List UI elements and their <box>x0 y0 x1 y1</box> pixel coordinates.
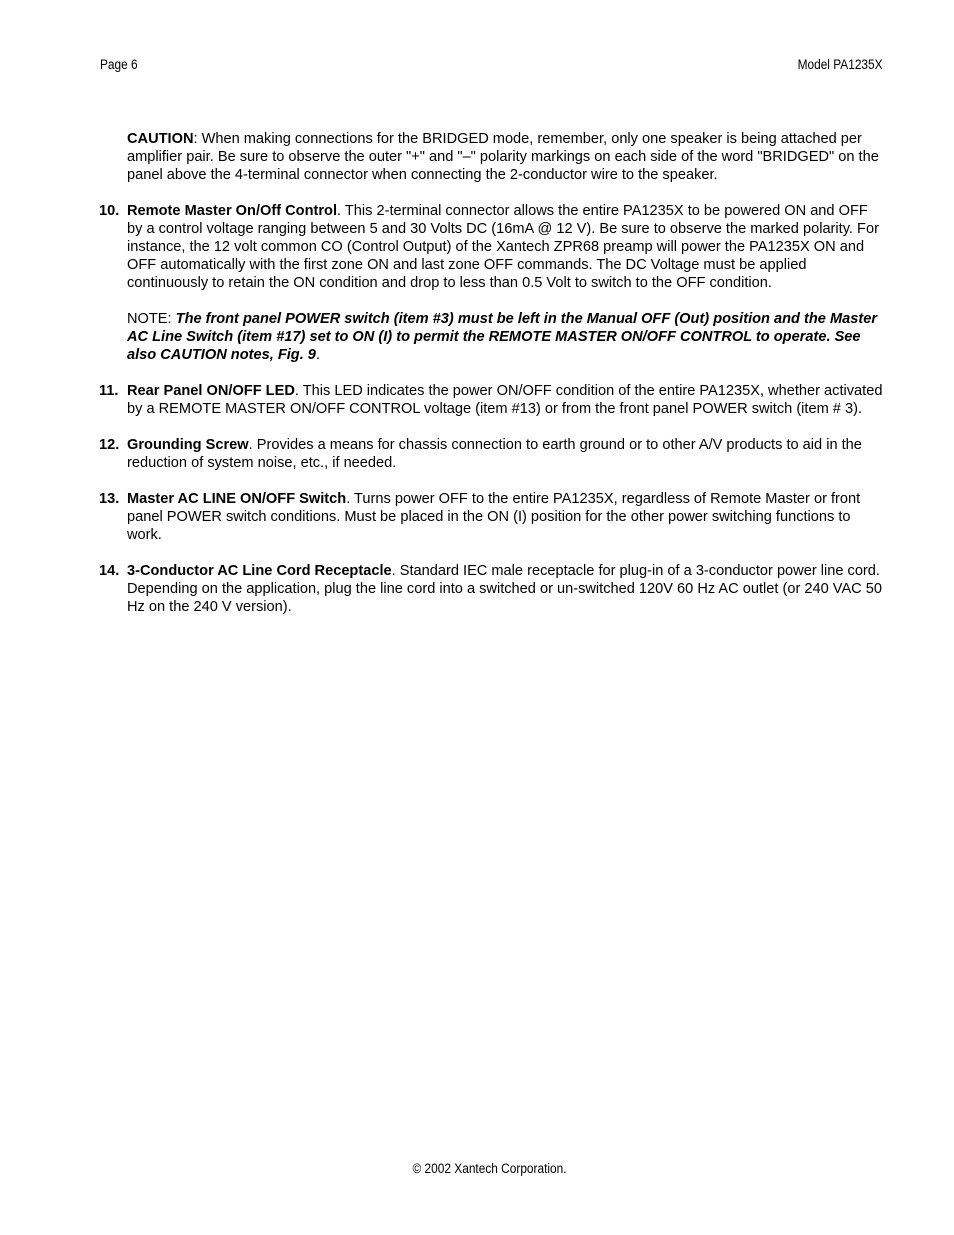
item-body <box>127 382 885 418</box>
caution-text: : When making connections for the BRIDGED mode, remember, only one speaker is being attached per amplifier pair. Be sure to observe the outer "+" and "–" polarity markings on each side of the word "BRIDGED" on the panel above the 4-terminal connector when connecting the 2-conductor wire to the speaker. <box>127 131 879 183</box>
item-number: 12. <box>99 437 120 453</box>
item-text: . Provides a means for chassis connection to earth ground or to other A/V products to aid in the reduction of system noise, etc., if needed. <box>127 437 862 471</box>
list-item-13 <box>99 490 885 544</box>
note-end: . <box>315 347 320 363</box>
caution-label: CAUTION <box>127 131 194 147</box>
item-body <box>127 490 885 544</box>
item-title: 3-Conductor AC Line Cord Receptacle <box>127 563 392 579</box>
page-footer <box>0 1161 954 1176</box>
list-item-12 <box>99 436 885 472</box>
item-body <box>127 436 885 472</box>
caution-paragraph <box>127 130 885 184</box>
note-text: The front panel POWER switch (item #3) must be left in the Manual OFF (Out) position and the Master AC Line Switch (item #17) set to ON (I) to permit the REMOTE MASTER ON/OFF CONTROL to operate. See also CAUTION notes, Fig. 9 <box>127 311 878 363</box>
item-number: 14. <box>99 563 120 579</box>
item-number: 11. <box>99 383 119 399</box>
item-body <box>127 562 885 616</box>
list-item-14 <box>99 562 885 616</box>
item-title: Rear Panel ON/OFF LED <box>127 383 295 399</box>
item-title: Master AC LINE ON/OFF Switch <box>127 491 347 507</box>
note-label: NOTE: <box>127 311 176 327</box>
list-item-11 <box>99 382 885 418</box>
item-number: 10. <box>99 203 120 219</box>
item-text: . This LED indicates the power ON/OFF condition of the entire PA1235X, whether activated by a REMOTE MASTER ON/OFF CONTROL voltage (item #13) or from the front panel POWER switch (item # 3). <box>127 383 883 417</box>
item-text: . Turns power OFF to the entire PA1235X, regardless of Remote Master or front panel POWER switch conditions. Must be placed in the ON (I) position for the other power switching functions to work. <box>127 491 861 543</box>
item-text: . Standard IEC male receptacle for plug-in of a 3-conductor power line cord. Depending on the application, plug the line cord into a switched or un-switched 120V 60 Hz AC outlet (or 240 VAC 50 Hz on the 240 V version). <box>127 563 883 615</box>
item-text: . This 2-terminal connector allows the entire PA1235X to be powered ON and OFF by a control voltage ranging between 5 and 30 Volts DC (16mA @ 12 V). Be sure to observe the marked polarity. For instance, the 12 volt common CO (Control Output) of the Xantech ZPR68 preamp will power the PA1235X ON and OFF automatically with the first zone ON and last zone OFF commands. The DC Voltage must be applied continuously to retain the ON condition and drop to less than 0.5 Volt to switch to the OFF condition. <box>127 203 879 291</box>
copyright-text: © 2002 Xantech Corporation. <box>412 1161 568 1176</box>
note-paragraph <box>127 310 885 364</box>
list-item-10 <box>99 202 885 364</box>
item-number: 13. <box>99 491 120 507</box>
item-title: Remote Master On/Off Control <box>127 203 337 219</box>
document-body <box>99 130 885 634</box>
item-title: Grounding Screw <box>127 437 249 453</box>
model-name: Model PA1235X <box>798 57 883 72</box>
item-body <box>127 202 885 292</box>
page-number: Page 6 <box>100 57 138 72</box>
